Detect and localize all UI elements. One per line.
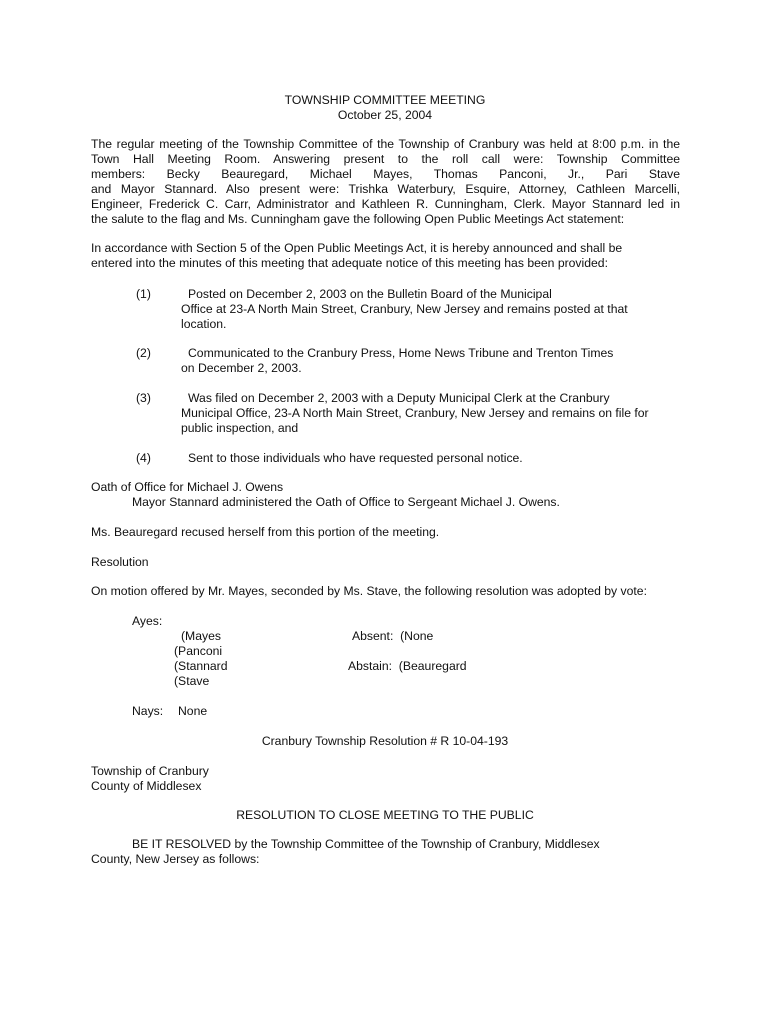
resolution-number: Cranbury Township Resolution # R 10-04-193 [261,734,509,748]
notice-item-line: Office at 23-A North Main Street, Cranbury, New Jersey and remains posted at that [181,302,628,316]
ayes-label: Ayes: [132,614,163,628]
notice-item-line: Posted on December 2, 2003 on the Bulletin Board of the Municipal [188,287,552,301]
aye-member: (Stave [174,674,210,688]
notice-item-line: Was filed on December 2, 2003 with a Deputy Municipal Clerk at the Cranbury [188,391,610,405]
notice-item-number: (4) [136,451,151,465]
intro-line: the salute to the flag and Ms. Cunningham gave the following Open Public Meetings Act statement: [91,212,625,226]
intro-paragraph [91,137,680,227]
intro-line: Engineer, Frederick C. Carr, Administrator and Kathleen R. Cunningham, Clerk. Mayor Stannard led in [91,197,680,211]
notice-item-line: location. [181,317,227,331]
resolved-line: County, New Jersey as follows: [91,852,260,866]
notice-item-line: Sent to those individuals who have requested personal notice. [188,451,523,465]
notice-item-line: public inspection, and [181,421,299,435]
notice-line: entered into the minutes of this meeting that adequate notice of this meeting has been provided: [91,256,608,270]
aye-member: (Panconi [174,644,223,658]
motion-text: On motion offered by Mr. Mayes, seconded by Ms. Stave, the following resolution was adopted by vote: [91,584,647,598]
intro-line: Town Hall Meeting Room. Answering present to the roll call were: Township Committee [91,152,680,166]
resolution-label: Resolution [91,555,149,569]
notice-item-line: Municipal Office, 23-A North Main Street, Cranbury, New Jersey and remains on file for [181,406,649,420]
nays-label: Nays: [132,704,164,718]
abstain-entry: Abstain: (Beauregard [348,659,467,673]
oath-heading: Oath of Office for Michael J. Owens [91,480,284,494]
aye-member: (Mayes [181,629,221,643]
notice-item-number: (2) [136,346,151,360]
resolution-title: RESOLUTION TO CLOSE MEETING TO THE PUBLIC [236,808,534,822]
meeting-title: TOWNSHIP COMMITTEE MEETING [284,93,486,107]
intro-line: and Mayor Stannard. Also present were: Trishka Waterbury, Esquire, Attorney, Cathleen Marcelli, [91,182,680,196]
oath-text: Mayor Stannard administered the Oath of Office to Sergeant Michael J. Owens. [132,495,560,509]
township-name: Township of Cranbury [91,764,209,778]
intro-line: The regular meeting of the Township Committee of the Township of Cranbury was held at 8:00 p.m. in the [91,137,680,151]
nays-value: None [178,704,208,718]
county-name: County of Middlesex [91,779,202,793]
notice-item-number: (3) [136,391,151,405]
absent-entry: Absent: (None [352,629,434,643]
resolved-line: BE IT RESOLVED by the Township Committee of the Township of Cranbury, Middlesex [132,837,600,851]
intro-line: members: Becky Beauregard, Michael Mayes, Thomas Panconi, Jr., Pari Stave [91,167,680,181]
notice-line: In accordance with Section 5 of the Open Public Meetings Act, it is hereby announced and shall be [91,241,623,255]
notice-item-number: (1) [136,287,151,301]
notice-item-line: on December 2, 2003. [181,361,302,375]
aye-member: (Stannard [174,659,228,673]
recusal-text: Ms. Beauregard recused herself from this portion of the meeting. [91,525,440,539]
notice-item-line: Communicated to the Cranbury Press, Home News Tribune and Trenton Times [188,346,614,360]
meeting-date: October 25, 2004 [337,108,433,122]
